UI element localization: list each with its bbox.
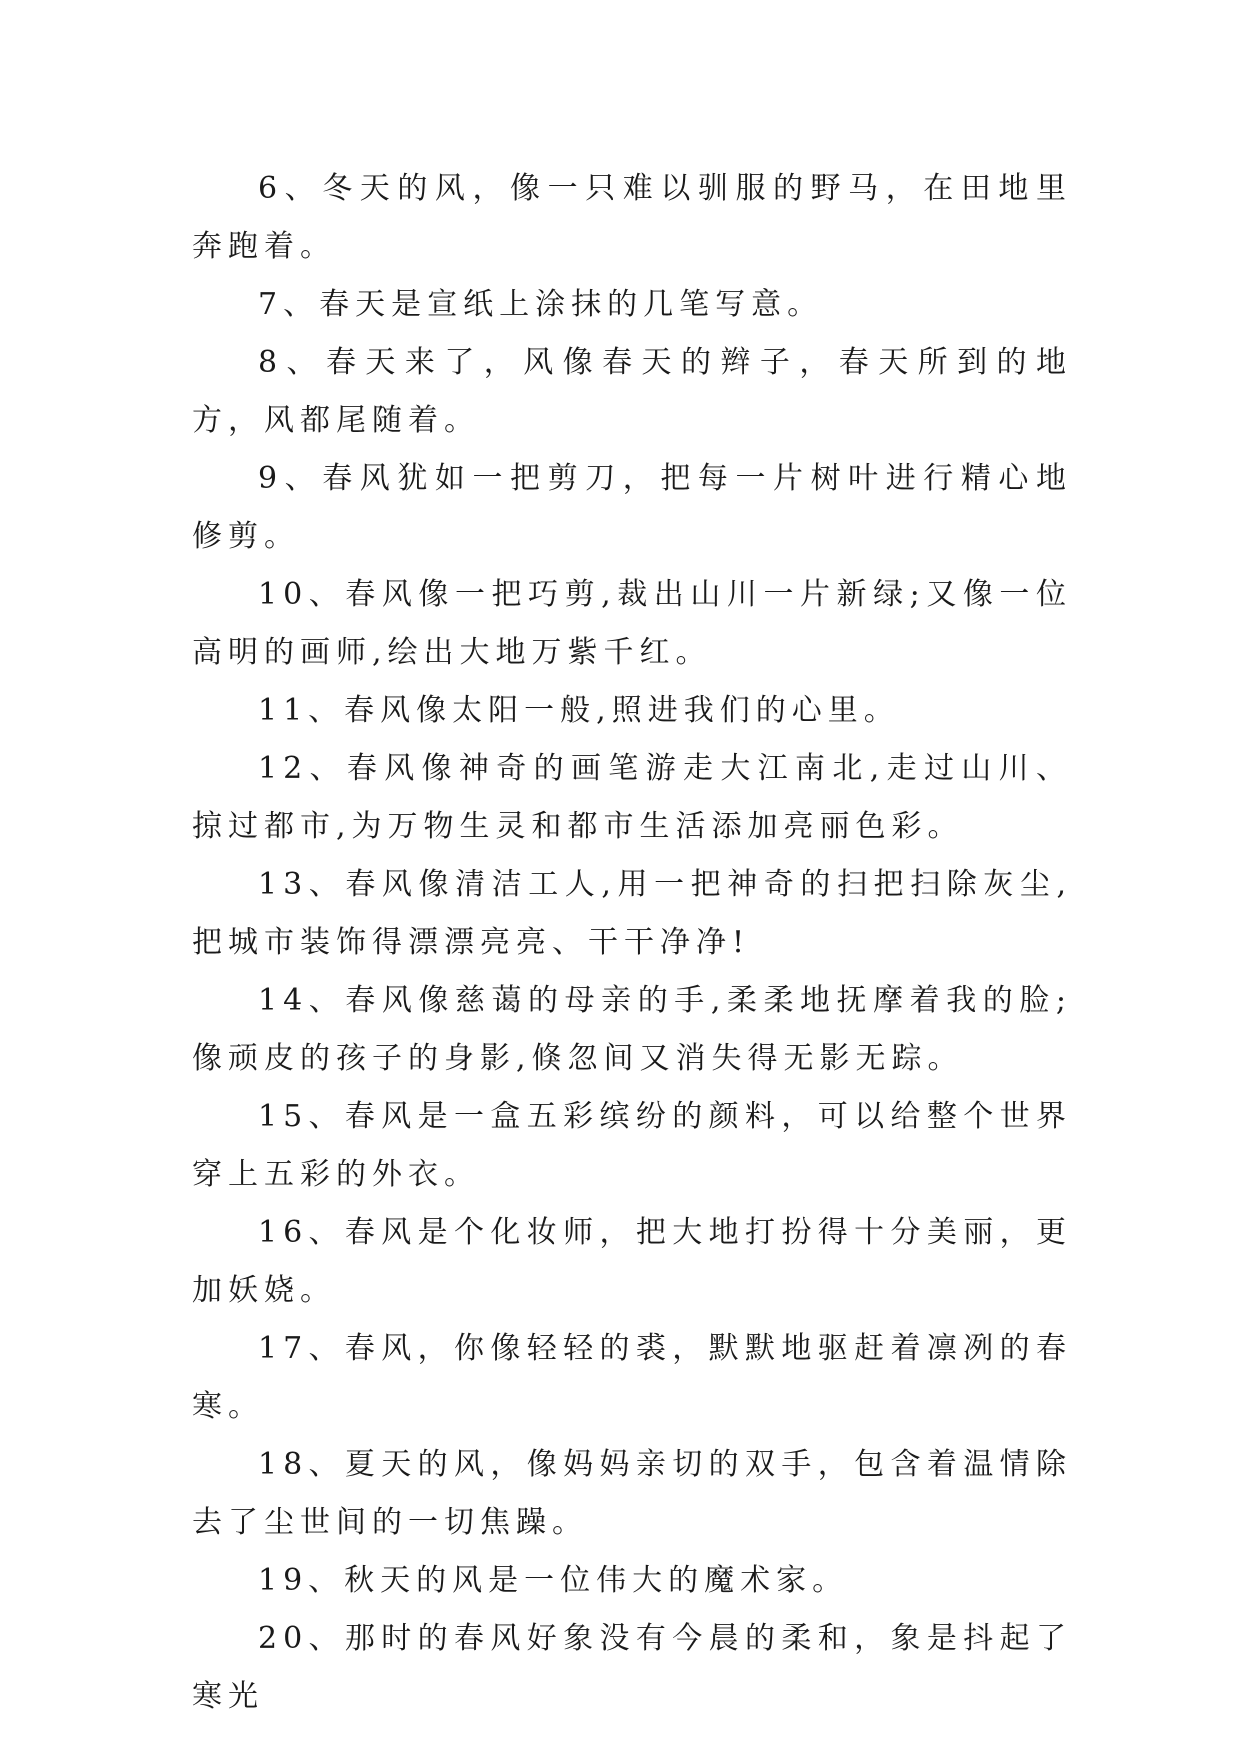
paragraph-6: 6、冬天的风，像一只难以驯服的野马，在田地里奔跑着。 — [192, 171, 1072, 264]
paragraph-17: 17、春风，你像轻轻的裘，默默地驱赶着凛冽的春寒。 — [192, 1331, 1072, 1424]
paragraph-14: 14、春风像慈蔼的母亲的手,柔柔地抚摩着我的脸;像顽皮的孩子的身影,倏忽间又消失得无影无踪。 — [192, 983, 1072, 1076]
paragraph-15: 15、春风是一盒五彩缤纷的颜料，可以给整个世界穿上五彩的外衣。 — [192, 1099, 1072, 1192]
paragraph-9: 9、春风犹如一把剪刀，把每一片树叶进行精心地修剪。 — [192, 461, 1072, 554]
document-body — [192, 160, 1072, 1726]
paragraph-20: 20、那时的春风好象没有今晨的柔和，象是抖起了寒光 — [192, 1621, 1072, 1714]
paragraph-12: 12、春风像神奇的画笔游走大江南北,走过山川、掠过都市,为万物生灵和都市生活添加亮丽色彩。 — [192, 751, 1072, 844]
paragraph-7: 7、春天是宣纸上涂抹的几笔写意。 — [258, 287, 824, 322]
paragraph-10: 10、春风像一把巧剪,裁出山川一片新绿;又像一位高明的画师,绘出大地万紫千红。 — [192, 577, 1072, 670]
paragraph-11: 11、春风像太阳一般,照进我们的心里。 — [258, 693, 900, 728]
paragraph-16: 16、春风是个化妆师，把大地打扮得十分美丽，更加妖娆。 — [192, 1215, 1072, 1308]
paragraph-19: 19、秋天的风是一位伟大的魔术家。 — [258, 1563, 849, 1598]
paragraph-8: 8、春天来了，风像春天的辫子，春天所到的地方，风都尾随着。 — [192, 345, 1072, 438]
paragraph-13: 13、春风像清洁工人,用一把神奇的扫把扫除灰尘,把城市装饰得漂漂亮亮、干干净净! — [192, 867, 1072, 960]
paragraph-18: 18、夏天的风，像妈妈亲切的双手，包含着温情除去了尘世间的一切焦躁。 — [192, 1447, 1072, 1540]
